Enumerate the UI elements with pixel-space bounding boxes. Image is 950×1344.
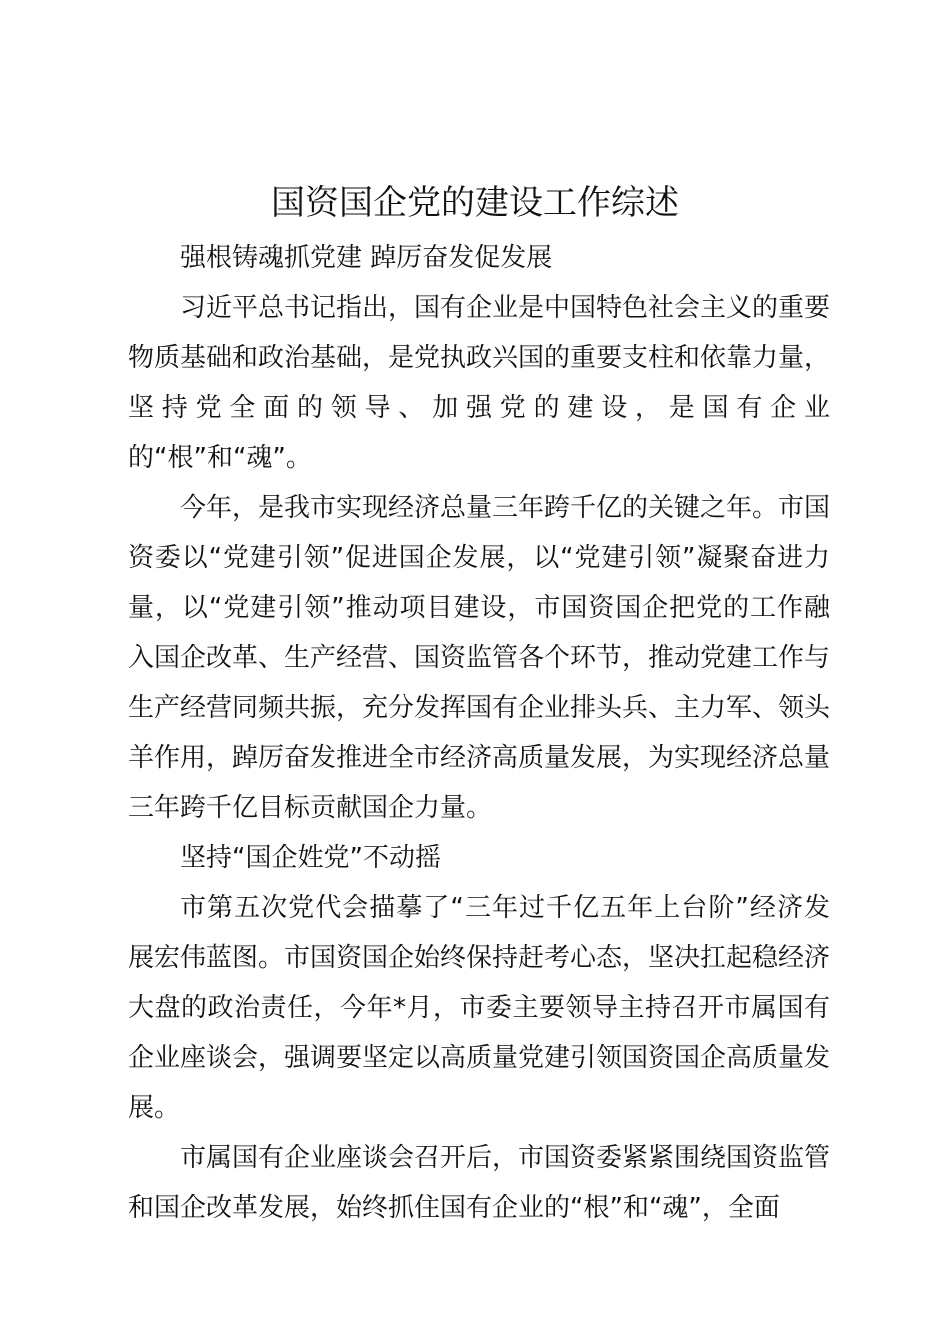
section-heading: 坚持“国企姓党”不动摇 xyxy=(180,843,441,873)
document-title: 国资国企党的建设工作综述 xyxy=(271,183,679,223)
body-paragraph: 市第五次党代会描摹了“三年过千亿五年上台阶”经济发展宏伟蓝图。市国资国企始终保持赶考心态，坚决扛起稳经济大盘的政治责任，今年*月，市委主要领导主持召开市属国有企业座谈会，强调要坚定以高质量党建引领国资国企高质量发展。 xyxy=(128,893,831,1123)
section-heading: 强根铸魂抓党建 踔厉奋发促发展 xyxy=(180,243,553,273)
document-body xyxy=(128,233,830,1233)
body-paragraph: 市属国有企业座谈会召开后，市国资委紧紧围绕国资监管和国企改革发展，始终抓住国有企业的“根”和“魂”，全面 xyxy=(128,1143,831,1223)
body-paragraph: 今年，是我市实现经济总量三年跨千亿的关键之年。市国资委以“党建引领”促进国企发展，以“党建引领”凝聚奋进力量，以“党建引领”推动项目建设，市国资国企把党的工作融入国企改革、生产经营、国资监管各个环节，推动党建工作与生产经营同频共振，充分发挥国有企业排头兵、主力军、领头羊作用，踔厉奋发推进全市经济高质量发展，为实现经济总量三年跨千亿目标贡献国企力量。 xyxy=(128,493,831,823)
body-paragraph: 习近平总书记指出，国有企业是中国特色社会主义的重要物质基础和政治基础，是党执政兴国的重要支柱和依靠力量，坚持党全面的领导、加强党的建设，是国有企业的“根”和“魂”。 xyxy=(128,293,831,473)
